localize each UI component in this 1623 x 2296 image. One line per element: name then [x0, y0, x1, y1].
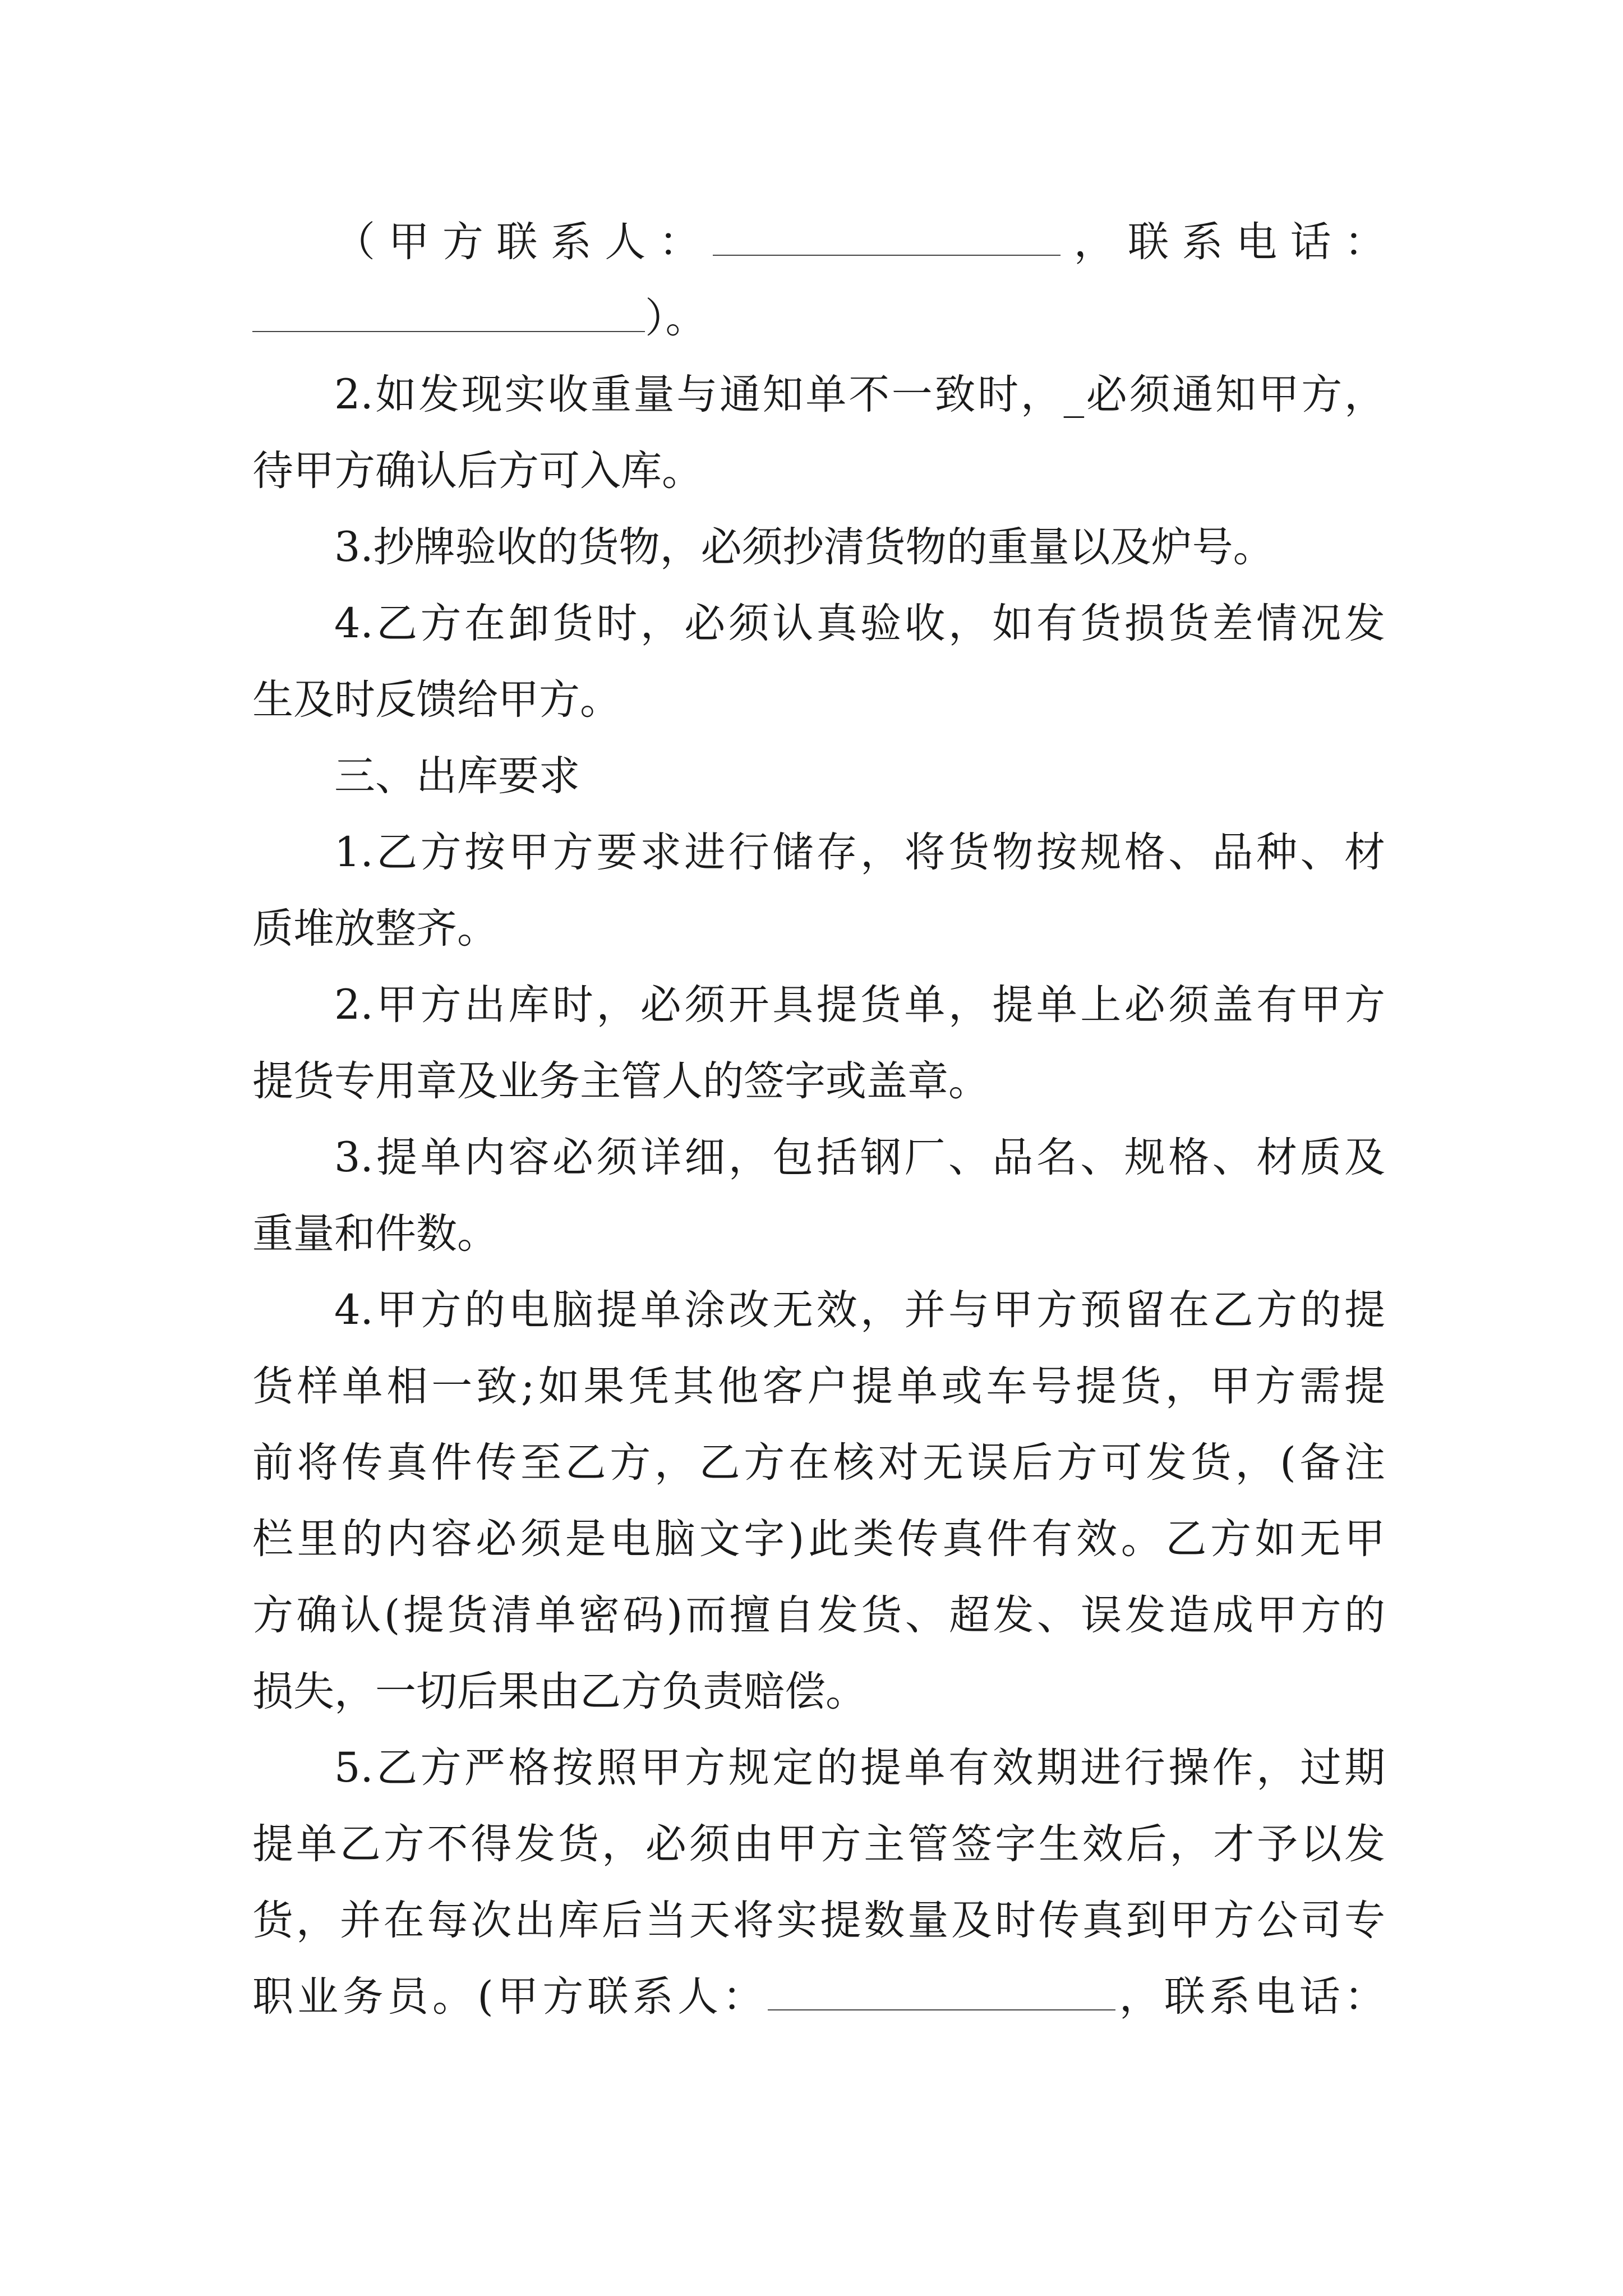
paragraph-line: 提货专用章及业务主管人的签字或盖章。: [252, 1057, 989, 1105]
contact-person-label: （甲方联系人：: [334, 218, 713, 266]
paragraph-line: 4.乙方在卸货时，必须认真验收，如有货损货差情况发: [334, 600, 1385, 647]
paragraph-line: 3.抄牌验收的货物，必须抄清货物的重量以及炉号。: [334, 523, 1274, 571]
contact-line-2: [252, 291, 1385, 347]
contact-line-3: [252, 1969, 1385, 2025]
paragraph-line: 损失，一切后果由乙方负责赔偿。: [252, 1668, 866, 1715]
paragraph-line: 2.如发现实收重量与通知单不一致时，_必须通知甲方，: [334, 371, 1385, 418]
paragraph-line: 5.乙方严格按照甲方规定的提单有效期进行操作，过期: [334, 1744, 1385, 1792]
paragraph-line: 货样单相一致;如果凭其他客户提单或车号提货，甲方需提: [252, 1363, 1385, 1410]
contact-person-blank: [713, 222, 1061, 256]
contact-close: ）。: [645, 295, 707, 342]
paragraph-line: 货，并在每次出库后当天将实提数量及时传真到甲方公司专: [252, 1897, 1385, 1944]
paragraph-line: 生及时反馈给甲方。: [252, 676, 621, 724]
paragraph-line: 1.乙方按甲方要求进行储存，将货物按规格、品种、材: [334, 829, 1385, 876]
paragraph-line: 3.提单内容必须详细，包括钢厂、品名、规格、材质及: [334, 1134, 1385, 1181]
paragraph-line: 2.甲方出库时，必须开具提货单，提单上必须盖有甲方: [334, 981, 1385, 1029]
contact-line-1: [334, 214, 1385, 270]
contact-person-blank: [768, 1977, 1115, 2010]
paragraph-line: 提单乙方不得发货，必须由甲方主管签字生效后，才予以发: [252, 1820, 1385, 1868]
paragraph-line: 前将传真件传至乙方，乙方在核对无误后方可发货，(备注: [252, 1439, 1385, 1487]
contact-phone-label: ，联系电话：: [1115, 1973, 1386, 2021]
paragraph-line: 质堆放整齐。: [252, 905, 498, 953]
contact-person-label: 职业务员。(甲方联系人：: [252, 1973, 768, 2021]
paragraph-line: 栏里的内容必须是电脑文字)此类传真件有效。乙方如无甲: [252, 1515, 1385, 1563]
paragraph-line: 待甲方确认后方可入库。: [252, 447, 703, 495]
paragraph-line: 重量和件数。: [252, 1210, 498, 1258]
paragraph-line: 4.甲方的电脑提单涂改无效，并与甲方预留在乙方的提: [334, 1286, 1385, 1334]
contact-phone-blank: [252, 298, 645, 332]
section-heading: 三、出库要求: [334, 752, 580, 800]
contact-phone-label: ，联系电话：: [1061, 218, 1386, 266]
paragraph-line: 方确认(提货清单密码)而擅自发货、超发、误发造成甲方的: [252, 1591, 1385, 1639]
